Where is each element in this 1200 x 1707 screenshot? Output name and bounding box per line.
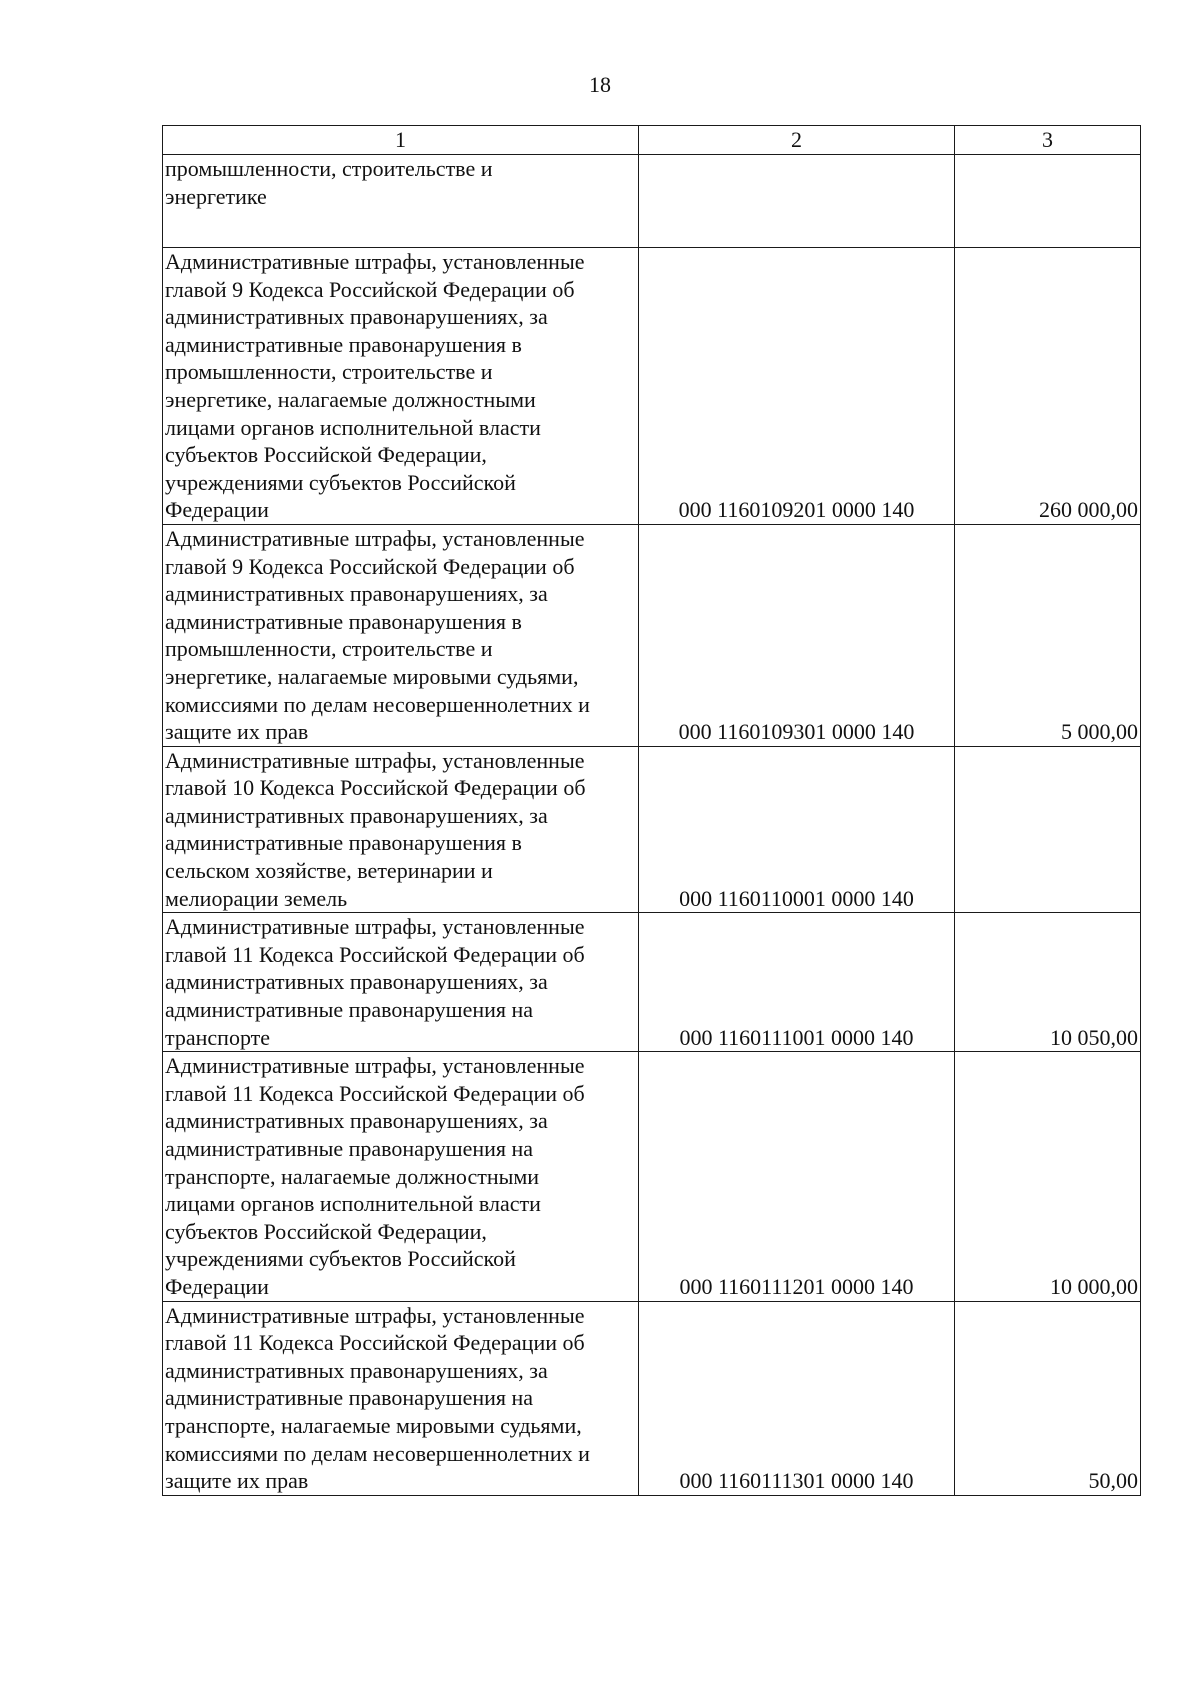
row-code: 000 1160110001 0000 140 (639, 746, 955, 913)
table-row (163, 524, 1141, 746)
table-row (163, 913, 1141, 1052)
row-description: промышленности, строительстве и энергетике (163, 155, 639, 248)
page-number: 18 (589, 72, 611, 97)
header-col-3: 3 (955, 126, 1141, 155)
row-description: Административные штрафы, установленные главой 11 Кодекса Российской Федерации об административных правонарушениях, за административные правонарушения на транспорте (163, 913, 639, 1052)
row-description: Административные штрафы, установленные главой 9 Кодекса Российской Федерации об административных правонарушениях, за административные правонарушения в промышленности, строительстве и энергетике, налагаемые должностными лицами органов исполнительной власти субъектов Российской Федерации, учреждениями субъектов Российской Федерации (163, 248, 639, 525)
row-code: 000 1160109201 0000 140 (639, 248, 955, 525)
header-col-2: 2 (639, 126, 955, 155)
row-amount: 10 050,00 (955, 913, 1141, 1052)
row-amount: 10 000,00 (955, 1052, 1141, 1301)
row-code (639, 155, 955, 248)
budget-table (162, 125, 1141, 1496)
table-row (163, 746, 1141, 913)
row-amount (955, 746, 1141, 913)
table-row (163, 1301, 1141, 1495)
row-code: 000 1160111001 0000 140 (639, 913, 955, 1052)
table-row (163, 155, 1141, 248)
header-col-1: 1 (163, 126, 639, 155)
row-code: 000 1160109301 0000 140 (639, 524, 955, 746)
row-code: 000 1160111301 0000 140 (639, 1301, 955, 1495)
row-code: 000 1160111201 0000 140 (639, 1052, 955, 1301)
row-description: Административные штрафы, установленные главой 9 Кодекса Российской Федерации об административных правонарушениях, за административные правонарушения в промышленности, строительстве и энергетике, налагаемые мировыми судьями, комиссиями по делам несовершеннолетних и защите их прав (163, 524, 639, 746)
row-amount: 50,00 (955, 1301, 1141, 1495)
row-amount (955, 155, 1141, 248)
row-amount: 5 000,00 (955, 524, 1141, 746)
row-description: Административные штрафы, установленные главой 11 Кодекса Российской Федерации об административных правонарушениях, за административные правонарушения на транспорте, налагаемые мировыми судьями, комиссиями по делам несовершеннолетних и защите их прав (163, 1301, 639, 1495)
table-row (163, 1052, 1141, 1301)
row-description: Административные штрафы, установленные главой 11 Кодекса Российской Федерации об административных правонарушениях, за административные правонарушения на транспорте, налагаемые должностными лицами органов исполнительной власти субъектов Российской Федерации, учреждениями субъектов Российской Федерации (163, 1052, 639, 1301)
table-row (163, 248, 1141, 525)
row-amount: 260 000,00 (955, 248, 1141, 525)
header-row (163, 126, 1141, 155)
row-description: Административные штрафы, установленные главой 10 Кодекса Российской Федерации об административных правонарушениях, за административные правонарушения в сельском хозяйстве, ветеринарии и мелиорации земель (163, 746, 639, 913)
